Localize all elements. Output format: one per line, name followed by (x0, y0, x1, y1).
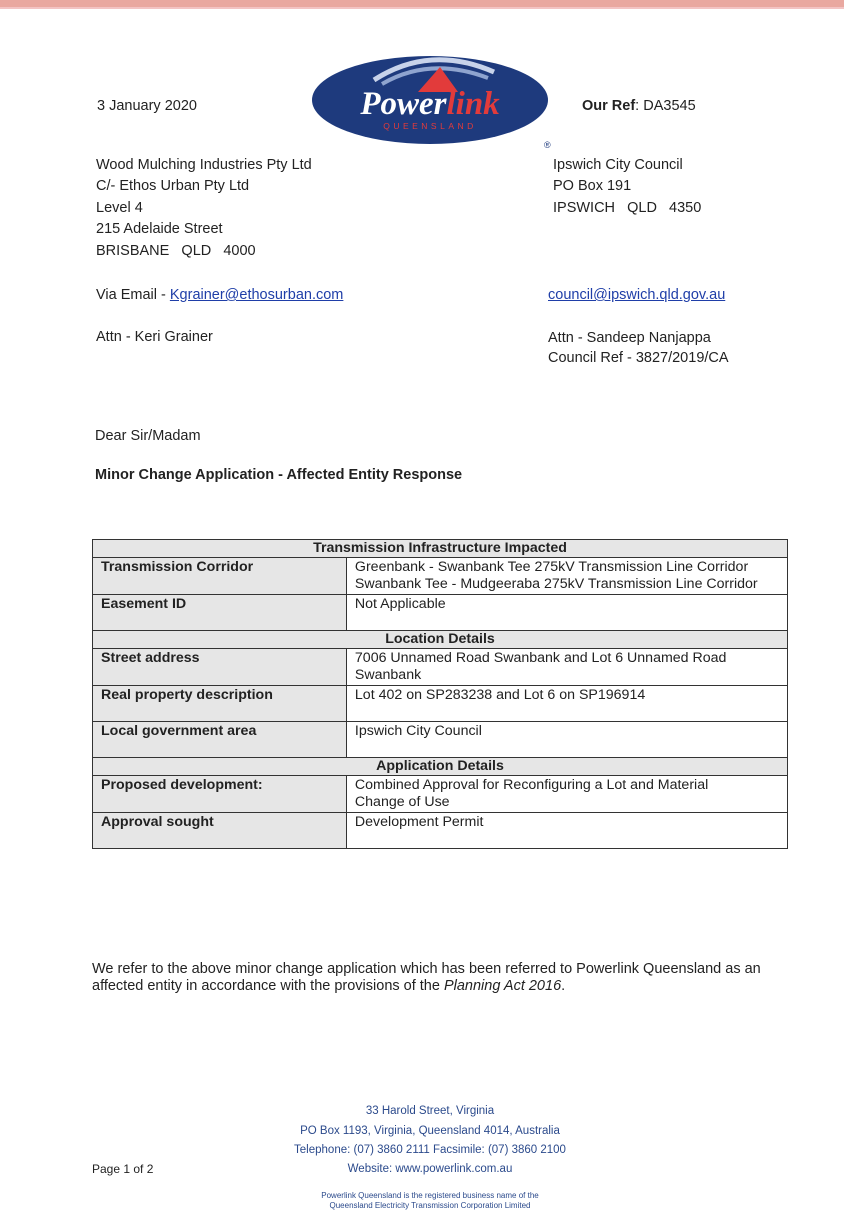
council-po-box: PO Box 191 (553, 178, 632, 194)
row-label-easement: Easement ID (93, 595, 347, 631)
council-email-line (548, 285, 725, 306)
body-line-2-end: . (561, 978, 566, 994)
row-label-development: Proposed development: (93, 776, 347, 813)
footer-po-box: PO Box 1193, Virginia, Queensland 4014, Australia (300, 1125, 560, 1137)
section-header-application: Application Details (93, 758, 788, 776)
body-line-2 (92, 976, 565, 997)
table-section-row (93, 631, 788, 649)
referral-details-table (92, 539, 788, 849)
footer-registered-line-2: Queensland Electricity Transmission Corporation Limited (329, 1201, 531, 1210)
salutation: Dear Sir/Madam (95, 428, 201, 444)
table-section-row (93, 540, 788, 558)
logo-subtitle: QUEENSLAND (383, 121, 477, 131)
council-email-link[interactable]: council@ipswich.qld.gov.au (548, 287, 726, 303)
council-attn: Attn - Sandeep Nanjappa (548, 330, 711, 346)
development-line-1: Combined Approval for Reconfiguring a Lot and Material (354, 777, 709, 793)
applicant-level: Level 4 (96, 200, 143, 216)
section-header-infrastructure: Transmission Infrastructure Impacted (93, 540, 788, 558)
footer-phone: Telephone: (07) 3860 2111 Facsimile: (07) 3860 2100 (294, 1144, 566, 1156)
table-row (93, 558, 788, 595)
table-row (93, 722, 788, 758)
development-line-2: Change of Use (354, 794, 450, 810)
our-ref-value: DA3545 (643, 98, 696, 114)
row-label-real-property: Real property description (93, 686, 347, 722)
row-value-lga: Ipswich City Council (346, 722, 787, 758)
logo-wordmark-link: link (446, 86, 500, 122)
applicant-city: BRISBANE QLD 4000 (96, 243, 256, 259)
row-value-street (346, 649, 787, 686)
table-row (93, 595, 788, 631)
our-ref-label: Our Ref (582, 98, 636, 114)
top-edge-line (0, 7, 844, 9)
applicant-street: 215 Adelaide Street (96, 221, 223, 237)
table-section-row (93, 758, 788, 776)
planning-act-title: Planning Act 2016 (443, 978, 562, 994)
our-ref: Our Ref: DA3545 (582, 98, 696, 114)
row-label-lga: Local government area (93, 722, 347, 758)
table-row (93, 649, 788, 686)
top-edge-band (0, 0, 844, 7)
subject-line: Minor Change Application - Affected Entity Response (95, 467, 463, 483)
row-value-approval: Development Permit (346, 813, 787, 849)
footer-registered-line-1: Powerlink Queensland is the registered business name of the (321, 1191, 539, 1200)
letter-date: 3 January 2020 (97, 98, 197, 114)
body-line-2-text: affected entity in accordance with the provisions of the (92, 978, 444, 994)
logo-wordmark: Powerlink (360, 86, 500, 122)
council-name: Ipswich City Council (553, 157, 683, 173)
applicant-care-of: C/- Ethos Urban Pty Ltd (96, 178, 250, 194)
body-line-1: We refer to the above minor change application which has been referred to Powerlink Queensland as an (92, 961, 761, 977)
council-ref: Council Ref - 3827/2019/CA (548, 350, 729, 366)
street-line-1: 7006 Unnamed Road Swanbank and Lot 6 Unnamed Road (354, 650, 727, 666)
footer-address: 33 Harold Street, Virginia (365, 1105, 495, 1117)
applicant-attn: Attn - Keri Grainer (96, 329, 213, 345)
corridor-line-1: Greenbank - Swanbank Tee 275kV Transmission Line Corridor (354, 559, 749, 575)
table-row (93, 686, 788, 722)
street-line-2: Swanbank (354, 667, 422, 683)
registered-mark: ® (544, 140, 551, 150)
applicant-name: Wood Mulching Industries Pty Ltd (96, 157, 312, 173)
applicant-email-link[interactable]: Kgrainer@ethosurban.com (169, 287, 344, 303)
corridor-line-2: Swanbank Tee - Mudgeeraba 275kV Transmission Line Corridor (354, 576, 758, 592)
row-label-street: Street address (93, 649, 347, 686)
row-value-real-property: Lot 402 on SP283238 and Lot 6 on SP196914 (346, 686, 787, 722)
powerlink-logo (312, 50, 554, 150)
row-label-approval: Approval sought (93, 813, 347, 849)
via-email-label: Via Email - (96, 287, 170, 303)
page-number: Page 1 of 2 (92, 1162, 154, 1176)
table-row (93, 813, 788, 849)
section-header-location: Location Details (93, 631, 788, 649)
footer-website: Website: www.powerlink.com.au (347, 1163, 513, 1175)
row-value-corridor (346, 558, 787, 595)
row-value-development (346, 776, 787, 813)
council-city: IPSWICH QLD 4350 (553, 200, 702, 216)
row-value-easement: Not Applicable (346, 595, 787, 631)
table-row (93, 776, 788, 813)
row-label-corridor: Transmission Corridor (93, 558, 347, 595)
applicant-email-line (96, 285, 343, 306)
